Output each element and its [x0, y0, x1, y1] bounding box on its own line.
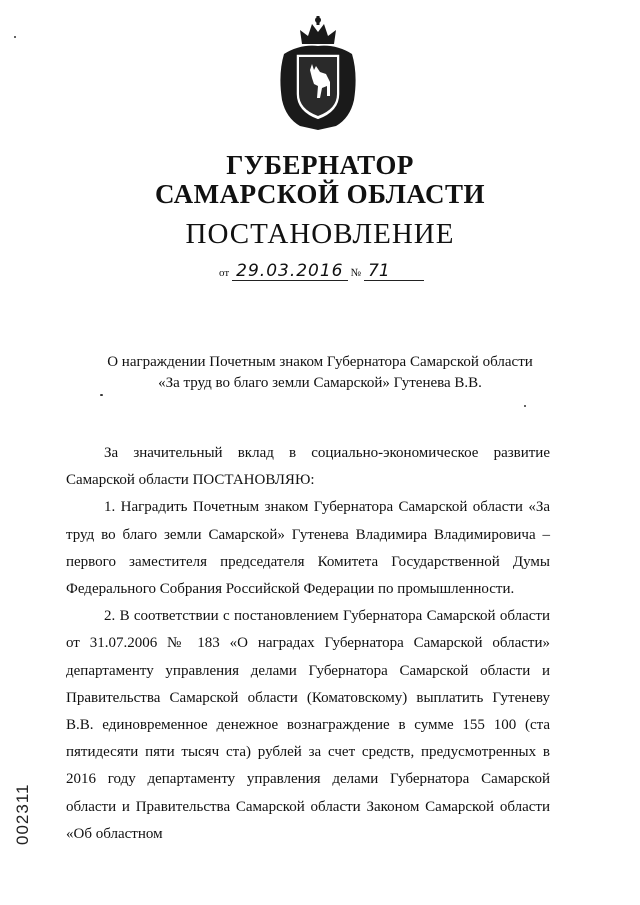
- scan-speck: [524, 405, 526, 407]
- number-label: №: [350, 267, 361, 279]
- date-number-line: [0, 262, 640, 283]
- subject-line2: «За труд во благо земли Самарской» Гутенева В.В.: [158, 375, 482, 391]
- document-type: ПОСТАНОВЛЕНИЕ: [185, 218, 455, 250]
- coat-of-arms-icon: [276, 14, 360, 132]
- body-paragraph-item2: 2. В соответствии с постановлением Губернатора Самарской области от 31.07.2006 № 183 «О наградах Губернатора Самарской области» департаменту управления делами Губернатора Самарской области и Правительства Самарской области (Коматовскому) выплатить Гутеневу В.В. единовременное денежное вознаграждение в сумме 155 100 (ста пятидесяти пяти тысяч ста) рублей за счет средств, предусмотренных в 2016 году департаменту управления делами Губернатора Самарской области и Правительства Самарской области Законом Самарской области «Об областном: [66, 608, 550, 842]
- document-subject: [0, 352, 640, 394]
- document-body: [66, 440, 550, 848]
- scan-speck: [14, 36, 16, 38]
- body-paragraph-item1: 1. Наградить Почетным знаком Губернатора Самарской области «За труд во благо земли Самарской» Гутенева Владимира Владимировича – первого заместителя председателя Комитета Государственной Думы Федерального Собрания Российской Федерации по промышленности.: [66, 499, 550, 598]
- handwritten-date: 29.03.2016: [232, 262, 347, 281]
- from-label: от: [218, 267, 230, 279]
- body-paragraph-intro: За значительный вклад в социально-экономическое развитие Самарской области ПОСТАНОВЛЯЮ:: [66, 445, 550, 489]
- handwritten-number: 71: [364, 262, 424, 281]
- serial-number: 002311: [13, 783, 32, 845]
- issuer-title-line2: САМАРСКОЙ ОБЛАСТИ: [154, 179, 486, 209]
- issuer-title-line1: ГУБЕРНАТОР: [226, 150, 414, 180]
- scan-speck: [100, 394, 103, 396]
- subject-line1: О награждении Почетным знаком Губернатора Самарской области: [107, 354, 533, 370]
